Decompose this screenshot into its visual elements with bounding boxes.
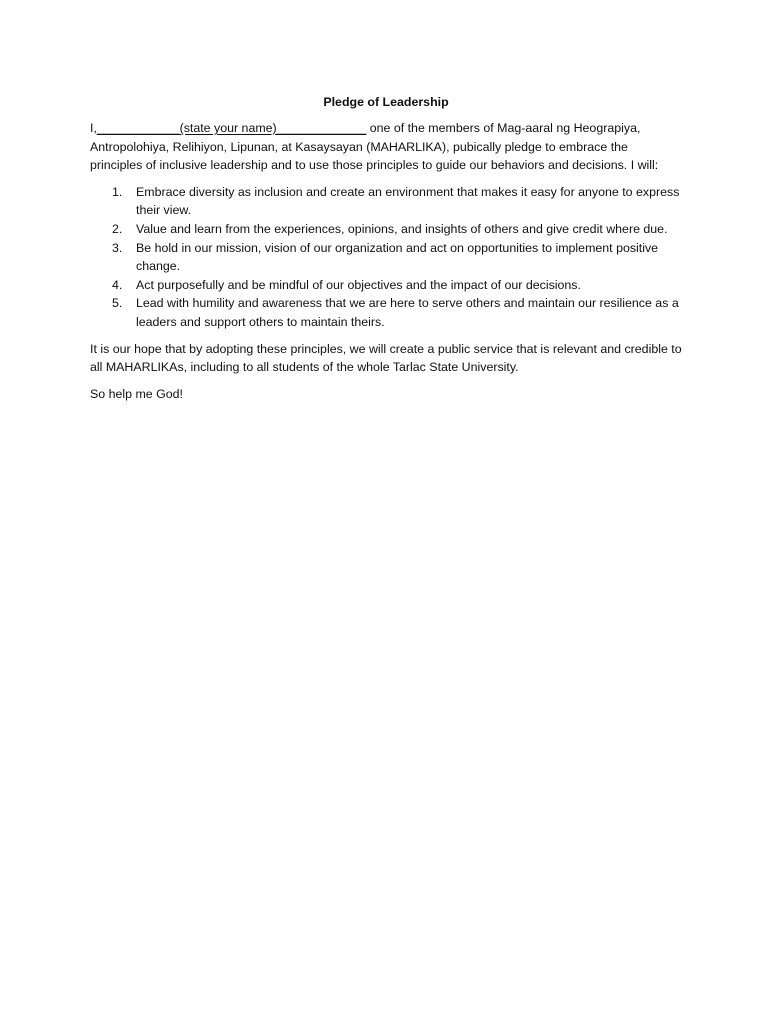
document-body [90,93,682,411]
pledge-number: 2. [112,221,123,236]
pledge-number: 1. [112,184,123,199]
pledge-text: Embrace diversity as inclusion and create an environment that makes it easy for anyone to express their view. [136,184,680,218]
pledge-list [90,183,682,332]
pledge-item-2 [90,220,682,239]
pledge-text: Act purposefully and be mindful of our objectives and the impact of our decisions. [136,277,581,292]
intro-paragraph [90,119,682,175]
closing-paragraph: It is our hope that by adopting these principles, we will create a public service that is relevant and credible to all MAHARLIKAs, including to all students of the whole Tarlac State University. [90,341,682,375]
pledge-number: 5. [112,296,123,311]
intro-prefix: I, [90,121,97,135]
pledge-item-3 [90,239,682,276]
pledge-number: 4. [112,277,123,292]
name-blank: ____________(state your name)_____________ [96,121,367,135]
pledge-number: 3. [112,240,123,255]
pledge-item-1 [90,183,682,220]
signoff-line: So help me God! [90,386,183,401]
pledge-item-5 [90,294,682,331]
pledge-text: Value and learn from the experiences, opinions, and insights of others and give credit where due. [136,221,668,236]
pledge-text: Lead with humility and awareness that we are here to serve others and maintain our resilience as a leaders and support others to maintain theirs. [136,296,679,329]
intro-text: one of the members of Mag-aaral ng Heograpiya, Antropolohiya, Relihiyon, Lipunan, at Kasaysayan (MAHARLIKA), pubically pledge to embrace the principles of inclusive leadership and to use those principles to guide our behaviors and decisions. I will: [90,121,659,173]
pledge-text: Be hold in our mission, vision of our organization and act on opportunities to implement positive change. [136,240,659,274]
pledge-item-4 [90,276,682,295]
document-title: Pledge of Leadership [323,95,449,109]
